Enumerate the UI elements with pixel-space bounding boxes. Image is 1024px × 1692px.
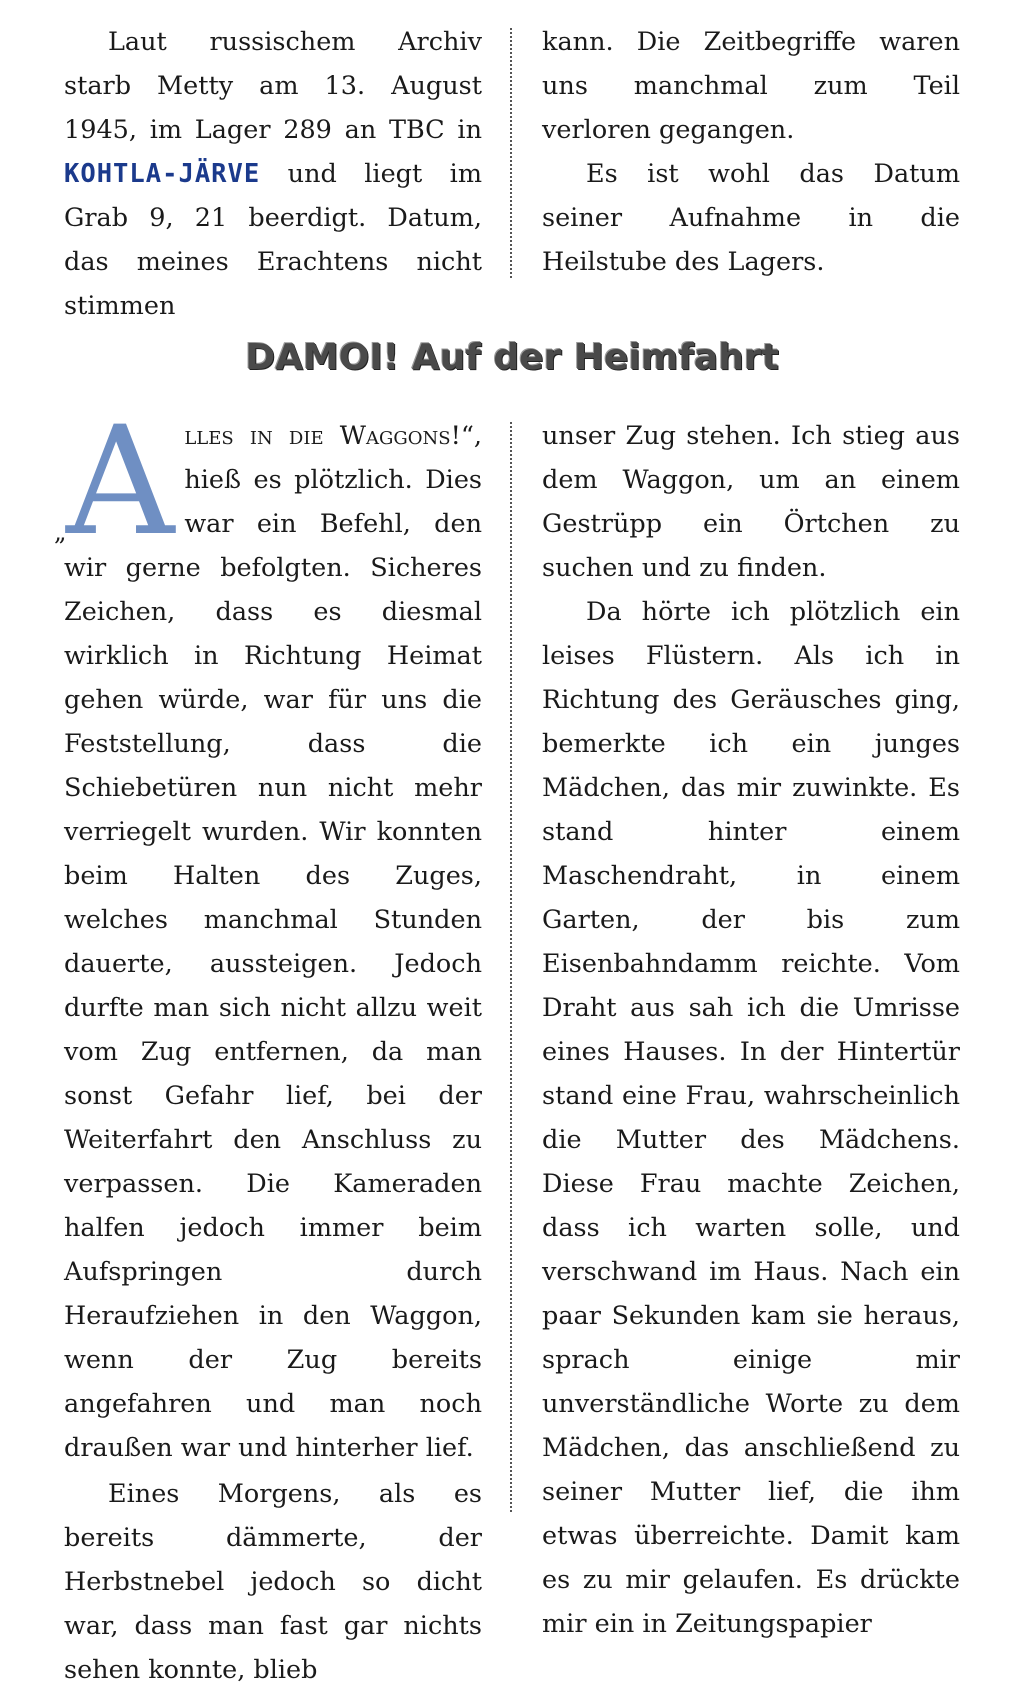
text-span: und liegt im Grab 9, 21 beerdigt. Datum, das meines Erachtens nicht stimmen (64, 159, 482, 321)
article-left-paragraph-1 (64, 395, 482, 1470)
first-words: lles in die Waggons!“, (184, 421, 482, 451)
top-right-paragraph-2: Es ist wohl das Datum seiner Aufnahme in die Heilstube des Lagers. (542, 159, 960, 277)
article-right-column (542, 414, 960, 1646)
article-right-paragraph-1: unser Zug stehen. Ich stieg aus dem Waggon, um an einem Gestrüpp ein Örtchen zu suchen und zu finden. (542, 421, 960, 583)
article-right-paragraph-2: Da hörte ich plötzlich ein leises Flüstern. Als ich in Richtung des Geräusches ging, bemerkte ich ein junges Mädchen, das mir zuwinkte. Es stand hinter einem Maschendraht, in einem Garten, der bis zum Eisenbahndamm reichte. Vom Draht aus sah ich die Umrisse eines Hauses. In der Hintertür stand eine Frau, wahrscheinlich die Mutter des Mädchens. Diese Frau machte Zeichen, dass ich warten solle, und verschwand im Haus. Nach ein paar Sekunden kam sie heraus, sprach einige mir unverständliche Worte zu dem Mädchen, das anschließend zu seiner Mutter lief, die ihm etwas überreichte. Damit kam es zu mir gelaufen. Es drückte mir ein in Zeitungspapier (542, 597, 960, 1639)
top-right-paragraph-1: kann. Die Zeitbegriffe waren uns manchmal zum Teil verloren gegangen. (542, 27, 960, 145)
top-left-paragraph (64, 20, 482, 328)
top-left-column (64, 20, 482, 328)
opening-quote: „ (54, 518, 67, 546)
column-divider-article (510, 422, 512, 1512)
text-span: Laut russischem Archiv starb Metty am 13. August 1945, im Lager 289 an TBC in (64, 27, 482, 145)
article-left-column (64, 395, 482, 1692)
column-divider-top (510, 28, 512, 278)
article-left-paragraph-2: Eines Morgens, als es bereits dämmerte, der Herbstnebel jedoch so dicht war, dass man fast gar nichts sehen konnte, blieb (64, 1479, 482, 1685)
section-heading: DAMOI! Auf der Heimfahrt (245, 337, 779, 378)
text-span: hieß es plötzlich. Dies war ein Befehl, den wir gerne befolgten. Sicheres Zeichen, dass es diesmal wirklich in Richtung Heimat gehen würde, war für uns die Feststellung, dass die Schiebetüren nun nicht mehr verriegelt wurden. Wir konnten beim Halten des Zuges, welches manchmal Stunden dauerte, aussteigen. Jedoch durfte man sich nicht allzu weit vom Zug entfernen, da man sonst Gefahr lief, bei der Weiterfahrt den Anschluss zu verpassen. Die Kameraden halfen jedoch immer beim Aufspringen durch Heraufziehen in den Waggon, wenn der Zug bereits angefahren und man noch draußen war und hinterher lief. (64, 465, 482, 1463)
top-right-column (542, 20, 960, 284)
place-name: KOHTLA-JÄRVE (64, 159, 261, 189)
drop-cap: A (66, 395, 175, 569)
